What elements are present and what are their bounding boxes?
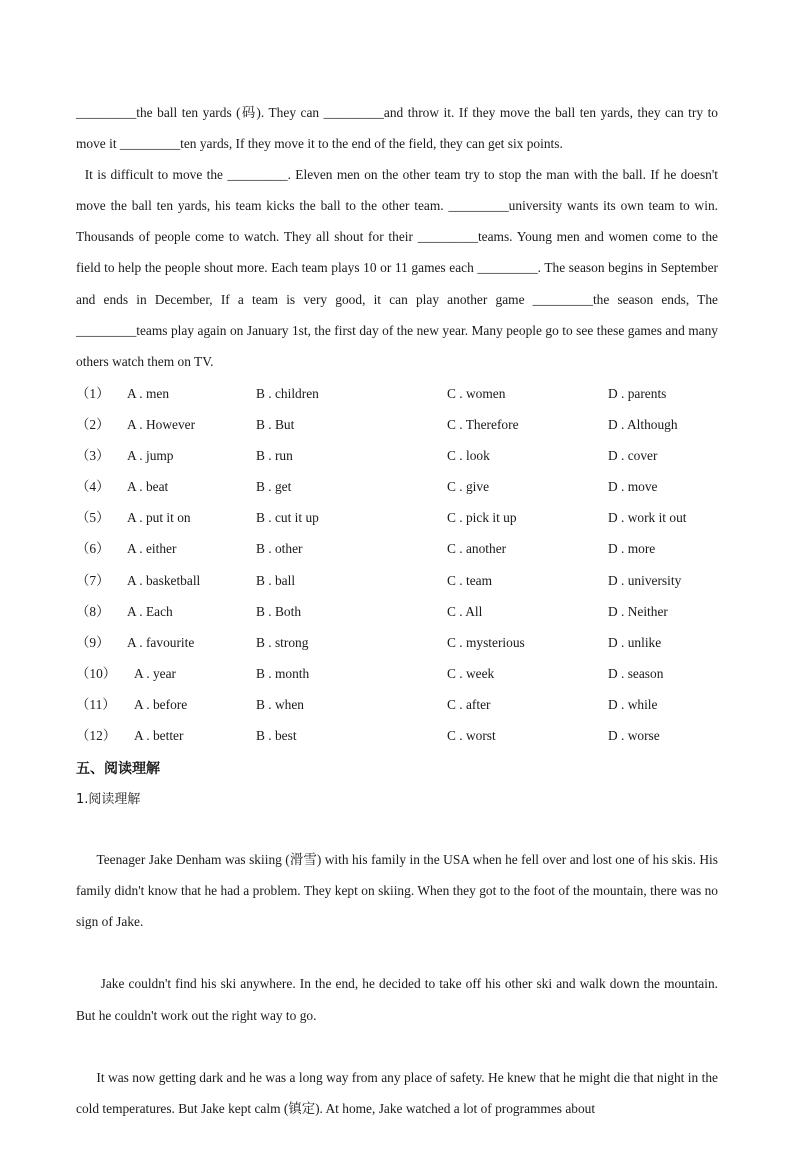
option-c: C . give <box>447 479 490 495</box>
question-number: （7） <box>76 572 110 588</box>
question-number: （6） <box>76 541 110 557</box>
option-d: D . more <box>608 541 656 557</box>
option-d: D . move <box>608 479 658 495</box>
option-c: C . team <box>447 572 492 588</box>
section-title: 五、阅读理解 <box>76 761 160 777</box>
option-b: B . best <box>256 728 297 744</box>
option-b: B . when <box>256 696 304 712</box>
option-a: A . basketball <box>127 572 201 588</box>
question-number: （12） <box>76 728 117 744</box>
option-a: A . jump <box>127 448 174 464</box>
question-number: （4） <box>76 479 110 495</box>
option-c: C . All <box>447 603 483 619</box>
question-number: （5） <box>76 510 110 526</box>
option-b: B . strong <box>256 634 309 650</box>
option-d: D . while <box>608 696 658 712</box>
option-c: C . mysterious <box>447 634 525 650</box>
option-row <box>76 502 718 533</box>
option-a: A . better <box>134 728 184 744</box>
option-b: B . month <box>256 665 310 681</box>
option-d: D . Although <box>608 417 678 433</box>
option-d: D . parents <box>608 386 667 401</box>
option-row <box>76 440 718 471</box>
option-c: C . week <box>447 665 495 681</box>
question-number: （1） <box>76 386 110 401</box>
option-b: B . ball <box>256 572 296 588</box>
answer-options-list <box>76 378 718 751</box>
option-row <box>76 533 718 564</box>
option-d: D . worse <box>608 728 660 744</box>
option-a: A . before <box>134 696 188 712</box>
option-row <box>76 378 718 409</box>
option-b: B . children <box>256 386 319 401</box>
option-a: A . However <box>127 417 196 433</box>
option-row <box>76 627 718 658</box>
option-row <box>76 565 718 596</box>
option-c: C . women <box>447 386 506 401</box>
option-row <box>76 596 718 627</box>
option-c: C . pick it up <box>447 510 517 526</box>
option-d: D . work it out <box>608 510 687 526</box>
question-number: （3） <box>76 448 110 464</box>
option-a: A . favourite <box>127 634 195 650</box>
option-row <box>76 658 718 689</box>
option-a: A . either <box>127 541 177 557</box>
reading-paragraph: It was now getting dark and he was a long way from any place of safety. He knew that he might die that night in the cold temperatures. But Jake kept calm (镇定). At home, Jake watched a lot of programmes about <box>76 1069 722 1116</box>
cloze-paragraph: It is difficult to move the _________. Eleven men on the other team try to stop the man with the ball. If he doesn't move the ball ten yards, his team kicks the ball to the other team. _________university wants its own team to win. Thousands of people come to watch. They all shout for their _________teams. Young men and women come to the field to help the people shout more. Each team plays 10 or 11 games each _________. The season begins in September and ends in December, If a team is very good, it can play another game _________the season ends, The _________teams play again on January 1st, the first day of the new year. Many people go to see these games and many others watch them on TV. <box>76 167 722 369</box>
option-b: B . other <box>256 541 303 557</box>
option-a: A . beat <box>127 479 169 495</box>
option-a: A . year <box>134 665 177 681</box>
option-b: B . cut it up <box>256 510 319 526</box>
option-b: B . Both <box>256 603 302 619</box>
option-b: B . get <box>256 479 292 495</box>
option-c: C . look <box>447 448 490 464</box>
option-d: D . Neither <box>608 603 668 619</box>
option-d: D . season <box>608 665 664 681</box>
option-a: A . men <box>127 386 170 401</box>
option-b: B . run <box>256 448 293 464</box>
reading-passage <box>76 813 722 1155</box>
cloze-paragraph: _________the ball ten yards (码). They can _________and throw it. If they move the ball ten yards, they can try to move it _________ten yards, If they move it to the end of the field, they can get six points. <box>76 105 718 152</box>
option-c: C . after <box>447 696 491 712</box>
option-d: D . unlike <box>608 634 662 650</box>
question-number: （9） <box>76 634 110 650</box>
option-a: A . put it on <box>127 510 191 526</box>
question-number: （8） <box>76 603 110 619</box>
reading-paragraph: Jake couldn't find his ski anywhere. In the end, he decided to take off his other ski and walk down the mountain. But he couldn't work out the right way to go. <box>76 976 722 1023</box>
option-c: C . Therefore <box>447 417 519 433</box>
question-number: （11） <box>76 696 116 712</box>
option-d: D . cover <box>608 448 658 464</box>
option-row <box>76 689 718 720</box>
option-c: C . worst <box>447 728 496 744</box>
question-title: 1.阅读理解 <box>76 792 141 807</box>
option-d: D . university <box>608 572 682 588</box>
option-row <box>76 471 718 502</box>
question-number: （10） <box>76 665 117 681</box>
option-b: B . But <box>256 417 295 433</box>
question-number: （2） <box>76 417 110 433</box>
cloze-passage <box>76 97 722 377</box>
option-a: A . Each <box>127 603 173 619</box>
reading-paragraph: Teenager Jake Denham was skiing (滑雪) with his family in the USA when he fell over and lost one of his skis. His family didn't know that he had a problem. They kept on skiing. When they got to the foot of the mountain, there was no sign of Jake. <box>76 852 722 930</box>
option-row <box>76 409 718 440</box>
option-row <box>76 720 718 751</box>
option-c: C . another <box>447 541 507 557</box>
